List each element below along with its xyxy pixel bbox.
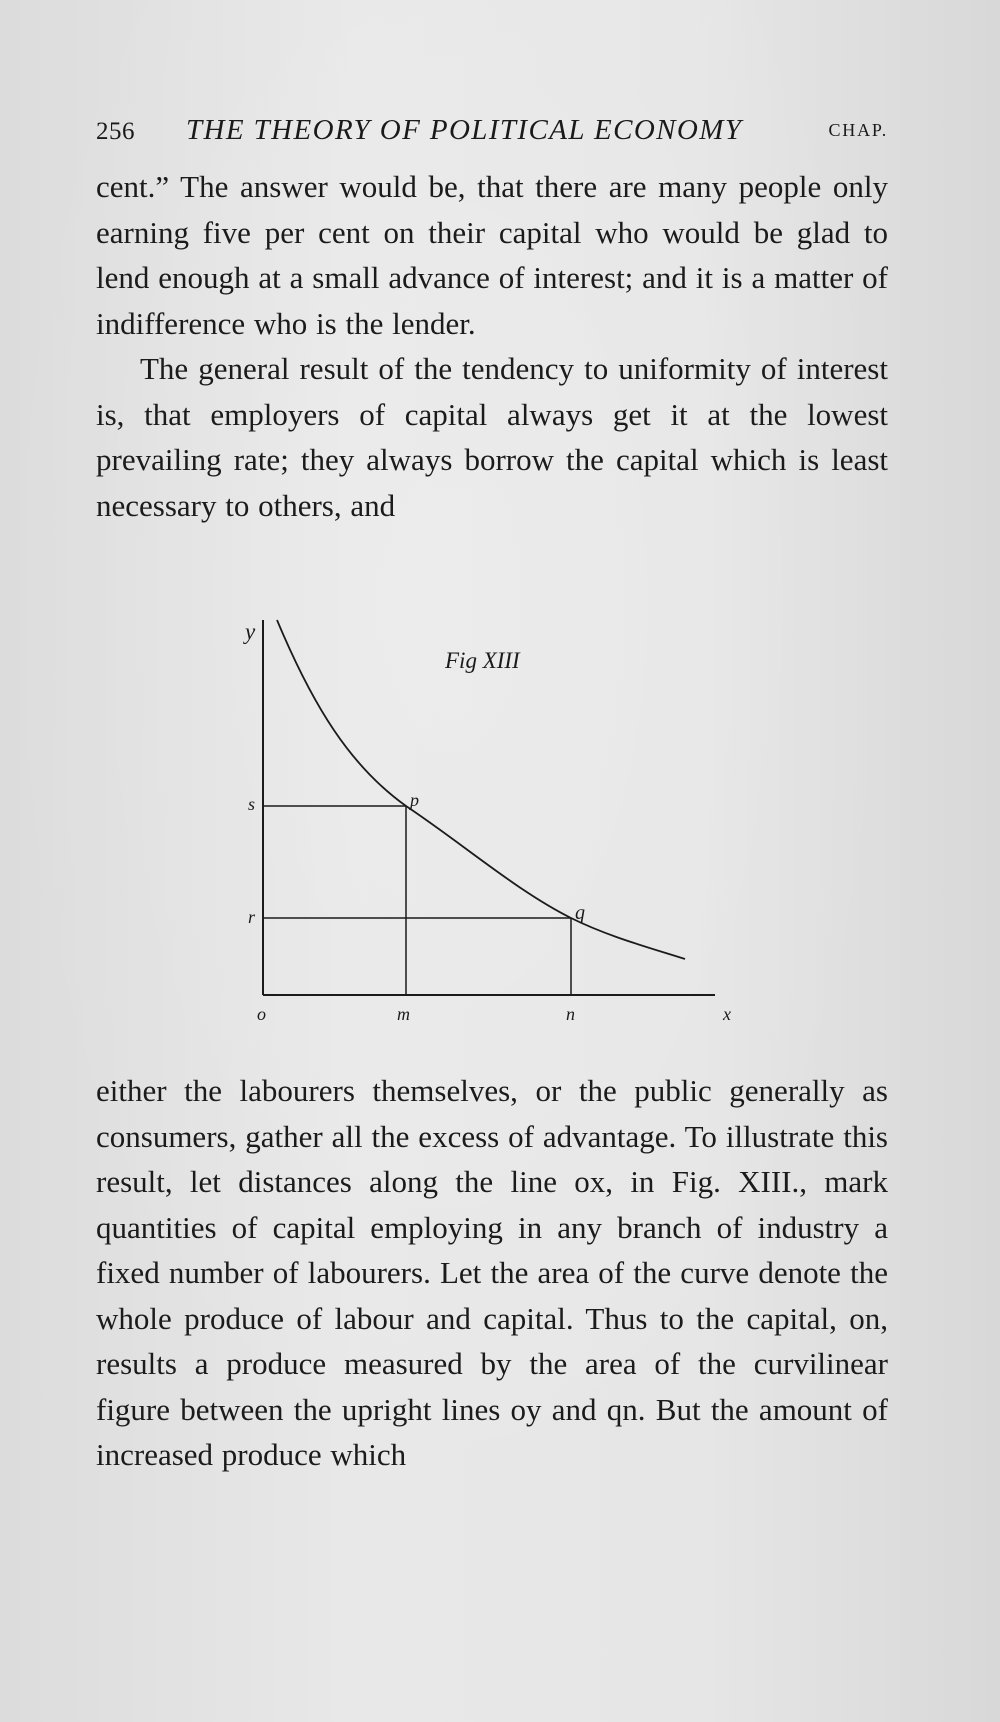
book-title: THE THEORY OF POLITICAL ECONOMY: [186, 114, 743, 146]
figure-xiii: [215, 608, 770, 1033]
body-text-bottom: [96, 1068, 888, 1478]
running-head: [96, 114, 888, 150]
label-p: p: [410, 790, 419, 810]
label-x: x: [723, 1004, 731, 1024]
paragraph-continuation: cent.” The answer would be, that there are many people only earning five per cent on their capital who would be glad to lend enough at a small advance of interest; and it is a matter of indifference who is the lender.: [96, 169, 888, 341]
paragraph-illustration: either the labourers themselves, or the public generally as consumers, gather all the excess of advantage. To illustrate this result, let distances along the line ox, in Fig. XIII., mark quantities of capital employing in any branch of industry a fixed number of labourers. Let the area of the curve denote the whole produce of labour and capital. Thus to the capital, on, results a produce measured by the area of the curvilinear figure between the upright lines oy and qn. But the amount of increased produce which: [96, 1073, 888, 1472]
body-text-top: [96, 164, 888, 528]
label-m: m: [397, 1004, 410, 1024]
label-q: q: [575, 902, 585, 924]
figure-xiii-diagram: [215, 608, 770, 1033]
paragraph-uniformity-of-interest: The general result of the tendency to uniformity of interest is, that employers of capital always get it at the lowest prevailing rate; they always borrow the capital which is least necessary to others, and: [96, 351, 888, 523]
label-y: y: [245, 619, 256, 644]
label-r: r: [248, 907, 256, 927]
chapter-abbreviation: CHAP.: [828, 120, 888, 140]
label-s: s: [248, 794, 256, 814]
label-n: n: [566, 1004, 575, 1024]
label-o: o: [257, 1004, 266, 1024]
page-number: 256: [96, 118, 135, 145]
figure-caption: Fig XIII: [445, 648, 520, 673]
